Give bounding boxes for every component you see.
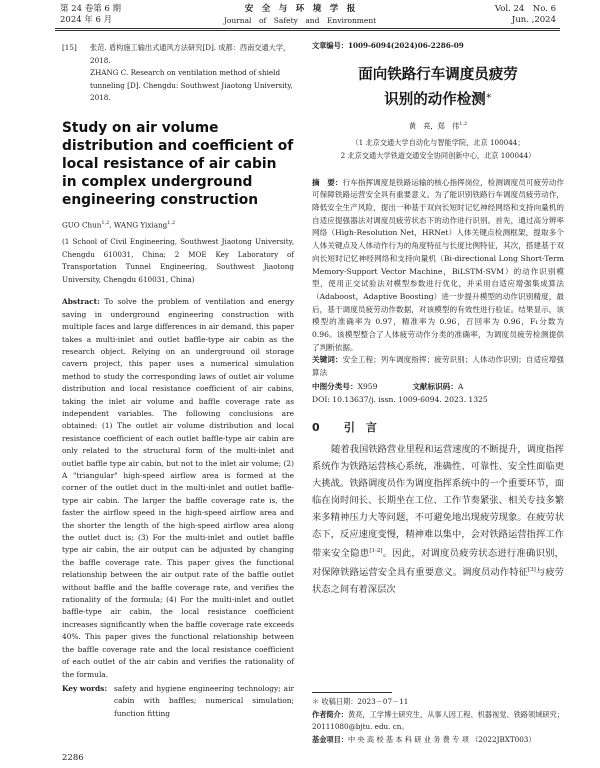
- header-journal: [170, 4, 430, 26]
- section-heading: [312, 416, 564, 435]
- en-keywords-text: safety and hygiene engineering technology; air cabin with baffles; numerical simulation; function fitting: [114, 683, 294, 718]
- cn-title-line1: 面向铁路行车调度员疲劳: [358, 66, 518, 83]
- cn-abstract-label: 摘 要：: [312, 177, 343, 187]
- en-affiliation: (1 School of Civil Engineering, Southwest Jiaotong University, Chengdu 610031, China; 2 MOE Key Laboratory of Transportation Tunnel Engineering, Southwest Jiaotong University, Chengdu 610031, China): [62, 236, 294, 284]
- reference-entry: [62, 42, 294, 105]
- reference-label: [15]: [62, 43, 77, 52]
- cn-authors-sup: 1,2: [459, 121, 468, 128]
- cn-article-number: 文章编号：1009-6094(2024)06-2286-09: [312, 41, 464, 50]
- right-column: [312, 40, 564, 598]
- cn-clc-value: X959: [357, 381, 378, 391]
- en-authors: [62, 217, 294, 232]
- cn-abstract-text: 行车指挥调度是铁路运输的核心指挥岗位，检测调度员可疲劳动作可保障铁路运营安全具有重要意义。为了能识别铁路行车调度员疲劳动作，降低安全生产风险，提出一种基于双向长短时记忆神经网络和支持向量机的自适应提强器法对调度员疲劳状态下的动作进行识别。首先，通过高分辨率网络（High-Resolution Net，HRNet）人体关键点检测框架，提取多个人体关键点及人体动作行为的角度特征与长度比例特征，其次，搭建基于双向长短时记忆神经网络和支持向量机（Bi-directional Long Short-Term Memory-Support Vector Machine，BiLSTM-SVM）的动作识别模型，使用正交试验法对模型参数进行优化，并采用自适应增强集成算法（Adaboost，Adaptive Boosting）进一步提升模型的动作识别精度，最后，基于调度员疲劳动作数据，对该模型的有效性进行验证。结果显示，该模型的准确率为 0.97，精准率为 0.96，召回率为 0.96，F₁分数为 0.96。该模型整合了人体疲劳动作分类的准确率，为调度员疲劳检测提供了判断依据。: [312, 177, 565, 352]
- header-journal-en: Journal of Safety and Environment: [223, 16, 377, 25]
- cn-title-line2-text: 识别的动作检测: [384, 91, 486, 108]
- page-number: 2286: [62, 753, 84, 763]
- cn-authors-text: 黄 亮，郑 伟: [408, 121, 460, 131]
- cn-affiliation-2: 2 北京交通大学铁道交通安全协同创新中心，北京 100044）: [340, 151, 536, 160]
- footnote-fund-label: 基金项目：: [312, 734, 348, 744]
- cn-keywords-text: 安全工程；列车调度指挥；疲劳识别；人体动作识别；自适应增强算法: [312, 355, 565, 378]
- footnote-received: ＊ 收稿日期：2023－07－11: [312, 697, 409, 706]
- intro-text-3: 与疲劳状态之间有着深层次: [312, 567, 564, 596]
- en-author-1: GUO Chun: [62, 220, 102, 230]
- header-journal-cn: 安 全 与 环 境 学 报: [244, 4, 356, 14]
- cn-affiliation-1: （1 北京交通大学自动化与智能学院，北京 100044；: [351, 138, 525, 148]
- intro-paragraph: [312, 441, 564, 598]
- en-article-title: Study on air volume distribution and coefficient of local resistance of air cabin in complex underground engineering construction: [62, 119, 294, 208]
- header-volume-no: Vol. 24 No. 6: [494, 4, 556, 14]
- footnote-fund-text: 中 央 高 校 基 本 科 研 业 务 费 专 项 （2022JBXT003）: [347, 734, 536, 744]
- reference-en: ZHANG C. Research on ventilation method of shield tunneling [D]. Chengdu: Southwest Jiaotong University, 2018.: [90, 68, 293, 103]
- intro-citation: [1-2]: [369, 548, 383, 555]
- header-date-cn: 2024 年 6 月: [60, 15, 113, 25]
- header-volume-issue: [60, 4, 121, 26]
- footnote-fund: [312, 734, 564, 747]
- header-volume-en: [495, 4, 556, 26]
- cn-keywords-label: 关键词：: [312, 355, 343, 365]
- left-column: [62, 42, 294, 720]
- cn-authors: [312, 118, 564, 133]
- cn-doc-value: A: [457, 381, 464, 391]
- footnote-rule: [312, 692, 392, 693]
- cn-classification: [312, 381, 564, 394]
- footnote-author: [312, 709, 564, 734]
- en-author-1-sup: 1,2: [101, 219, 110, 226]
- footnotes: [312, 692, 564, 746]
- cn-title-star: ＊: [485, 92, 492, 100]
- cn-keywords: [312, 354, 564, 379]
- cn-article-title: [312, 65, 564, 111]
- en-keywords-label: Key words:: [62, 683, 108, 693]
- cn-abstract: [312, 177, 564, 355]
- en-author-2: , WANG Yixiang: [109, 220, 168, 230]
- en-author-2-sup: 1,2: [167, 219, 176, 226]
- footnote-author-text: 黄亮，工学博士研究生，从事人因工程、机器视觉、铁路领域研究；20111080@bjtu. edu. cn。: [312, 709, 564, 732]
- en-abstract-text: To solve the problem of ventilation and energy saving in underground engineering construction with multiple faces and large differences in air demand, this paper takes a multi-inlet and outlet baffle-type air cabin as the research object. Relying on an underground oil storage cavern project, this paper uses a numerical simulation method to study the corresponding laws of outlet air volume distribution and local resistance coefficient of air cabins, taking the inlet air volume and baffle coverage rate as independent variables. The following conclusions are obtained: (1) The outlet air volume distribution and local resistance coefficient of each outlet baffle-type air cabin are only related to the structural form of the multi-inlet and outlet baffle type air cabin, but not to the inlet air volume; (2) A "triangular" high-speed airflow area is formed at the corner of the outlet duct in the multi-inlet and outlet baffle-type air cabin. The larger the baffle coverage rate is, the faster the airflow speed in the high-speed airflow area and the shorter the length of the high-speed airflow area along the outlet duct is; (3) For the multi-inlet and outlet baffle type air cabin, the air output can be adjusted by changing the baffle coverage rate. This paper gives the functional relationship between the air output rate of the baffle outlet without baffle and the baffle coverage rate, and verifies the rationality of the formula; (4) For the multi-inlet and outlet baffle-type air cabin, the local resistance coefficient increases significantly when the baffle coverage rate exceeds 40%. This paper gives the functional relationship between the baffle coverage rate and the local resistance coefficient of each outlet of the air cabin and verifies the rationality of the formula.: [62, 297, 294, 679]
- reference-cn: 张范. 盾构施工输出式通风方法研究[D]. 成都：西南交通大学，2018.: [90, 43, 291, 65]
- header-rule-2: [55, 30, 560, 31]
- cn-title-line2: [312, 86, 564, 111]
- cn-doi: DOI: 10.13637/j. issn. 1009-6094. 2023. 1325: [312, 394, 488, 404]
- intro-citation-2: [3]: [528, 567, 536, 574]
- en-abstract: [62, 296, 294, 681]
- cn-affiliation: [312, 137, 564, 162]
- en-keywords: [62, 683, 294, 720]
- section-number: 0: [312, 421, 320, 435]
- intro-text: 随着我国铁路营业里程和运营速度的不断提升，调度指挥系统作为铁路运营核心系统，准确性、可靠性、安全性面临更大挑战。铁路调度员作为调度指挥系统中的一个重要环节，面临在岗时间长、长期坐在工位、工作节奏紧张、相关专技多繁来多精神压力大等问题，不可避免地出现疲劳现象。在疲劳状态下，反应速度变慢，精神难以集中，会对铁路运营指挥工作带来安全隐患: [312, 444, 564, 560]
- header-date-en: Jun. ,2024: [511, 15, 556, 25]
- header-rule: [55, 28, 560, 29]
- cn-doc-label: 文献标识码：: [412, 381, 458, 391]
- en-abstract-label: Abstract:: [62, 297, 100, 307]
- intro-text-2: 。因此，对调度员疲劳状态进行准确识别，对保障铁路运营安全具有重要意义。调度员动作特征: [312, 548, 564, 579]
- cn-clc-label: 中图分类号：: [312, 381, 358, 391]
- footnote-author-label: 作者简介：: [312, 709, 348, 719]
- header-volume-cn: 第 24 卷第 6 期: [60, 4, 122, 14]
- section-title: 引 言: [343, 421, 377, 435]
